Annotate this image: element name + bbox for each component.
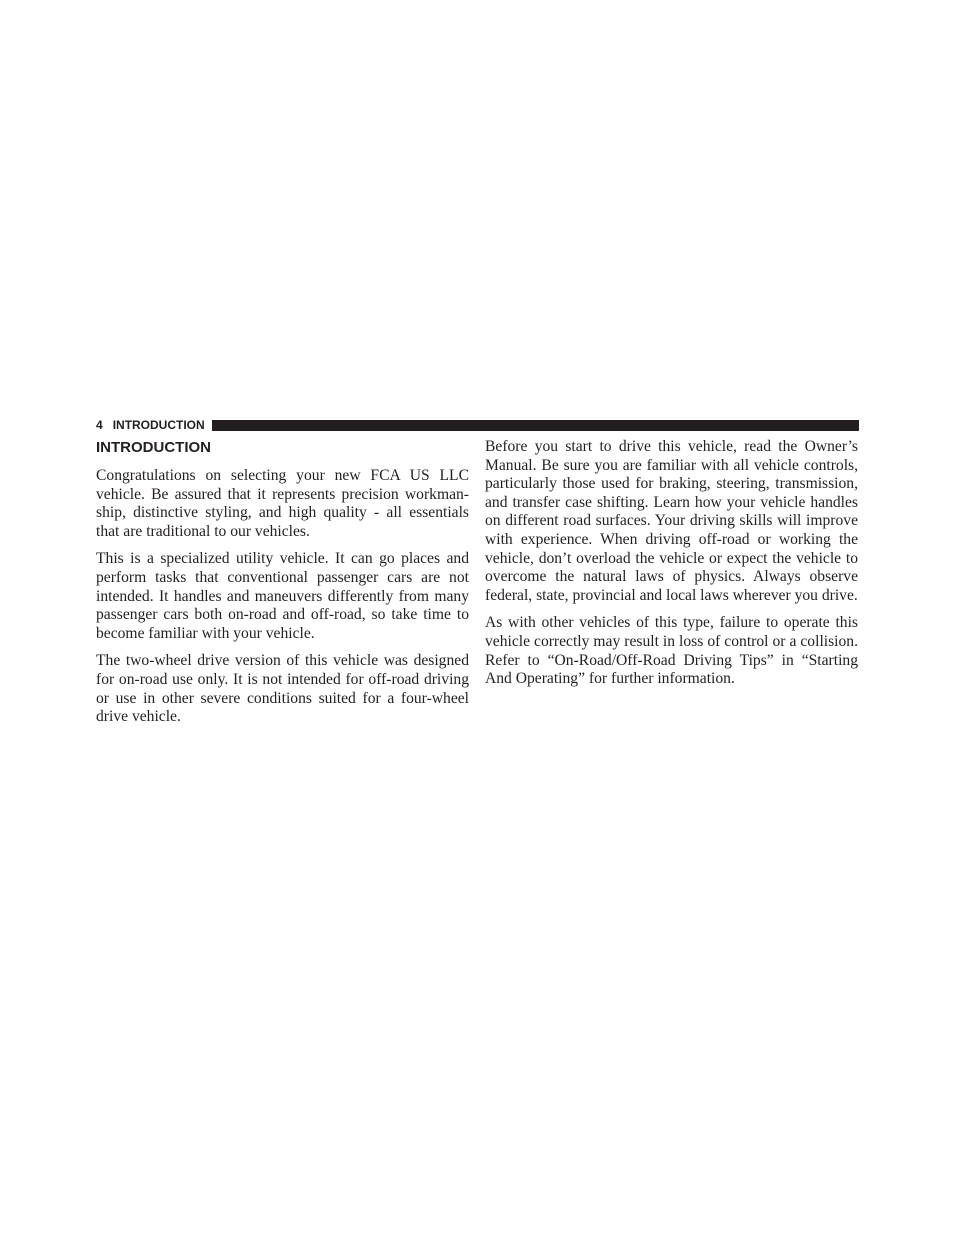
- page-number: 4: [96, 418, 103, 432]
- paragraph: As with other vehicles of this type, failure to operate this vehicle correctly may result in loss of control or a collision. Refer to “On-Road/Off-Road Driving Tips” in “Starting And Operating” for further information.: [485, 614, 858, 688]
- paragraph: The two-wheel drive version of this vehicle was designed for on-road use only. It is not intended for off-road driving or use in other severe conditions suited for a four-wheel drive vehicle.: [96, 652, 469, 726]
- section-title: INTRODUCTION: [96, 439, 211, 456]
- page-header: [96, 417, 859, 433]
- running-header-label: INTRODUCTION: [112, 418, 205, 432]
- paragraph: Congratulations on selecting your new FCA US LLC vehicle. Be assured that it represents precision workmanship, distinctive styling, and high quality - all essentials that are traditional to our vehicles.: [96, 467, 469, 540]
- right-column: [485, 438, 858, 698]
- paragraph: This is a specialized utility vehicle. It can go places and perform tasks that conventional passenger cars are not intended. It handles and maneuvers differently from many passenger cars both on-road and off-road, so take time to become familiar with your vehicle.: [96, 550, 469, 642]
- header-rule: [212, 420, 859, 431]
- left-column: [96, 437, 469, 736]
- paragraph: Before you start to drive this vehicle, read the Owner’s Manual. Be sure you are familiar with all vehicle controls, particularly those used for braking, steering, transmission, and transfer case shifting. Learn how your vehicle handles on different road surfaces. Your driving skills will improve with experience. When driving off-road or working the vehicle, don’t overload the vehicle or expect the vehicle to overcome the natural laws of physics. Always observe federal, state, provincial and local laws wherever you drive.: [485, 438, 858, 604]
